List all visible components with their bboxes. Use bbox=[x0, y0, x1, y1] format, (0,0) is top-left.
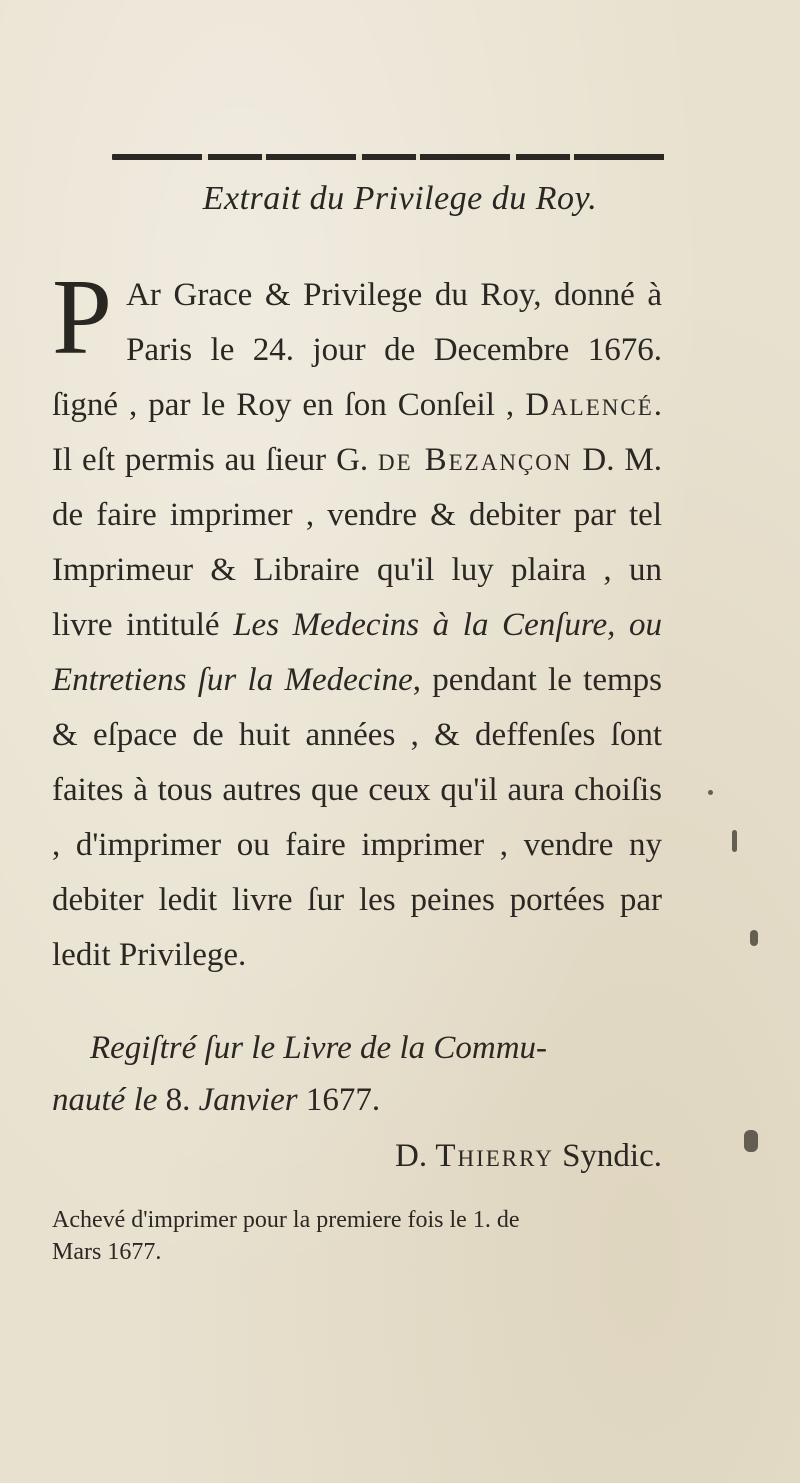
syndic-signature bbox=[52, 1130, 662, 1182]
registration-day: 8. bbox=[165, 1082, 199, 1118]
ink-speck bbox=[708, 790, 713, 795]
ink-speck bbox=[732, 830, 737, 852]
privilege-text-part-4: , pendant le temps & eſpace de huit années , & deffenſes ſont faites à tous autres que ceux qu'il aura choiſis , d'imprimer ou faire imprimer , vendre ny debiter ledit livre ſur les peines portées par ledit Privilege. bbox=[52, 662, 663, 973]
signature-suffix: Syndic. bbox=[553, 1138, 662, 1174]
registration-line-2-a: nauté le bbox=[52, 1082, 166, 1118]
registration-line-2 bbox=[52, 1074, 662, 1126]
registration-note bbox=[52, 1022, 662, 1126]
privilege-text-part-2: . Il eſt permis au ſieur G. bbox=[52, 387, 662, 478]
registration-line-1: Regiſtré ſur le Livre de la Commu- bbox=[90, 1030, 548, 1066]
ornamental-rule bbox=[112, 154, 668, 160]
privilege-text-part-1: Ar Grace & Privilege du Roy, donné à Paris le 24. jour de Decembre 1676. ſigné , par le Roy en ſon Conſeil , bbox=[52, 277, 662, 423]
page-heading: Extrait du Privilege du Roy. bbox=[202, 180, 598, 217]
registration-year: 1677. bbox=[297, 1082, 381, 1118]
privilege-text bbox=[52, 258, 663, 983]
completion-line-1: Achevé d'imprimer pour la premiere fois le 1. de bbox=[52, 1207, 520, 1233]
completion-line-2: Mars 1677. bbox=[52, 1239, 162, 1265]
book-title: Les Medecins à la Cenſure, ou Entretiens ſur la Medecine bbox=[52, 607, 663, 698]
privilege-text-part-3: D. M. de faire imprimer , vendre & debiter par tel Imprimeur & Libraire qu'il luy plaira , un livre intitulé bbox=[52, 442, 662, 643]
registration-month: Janvier bbox=[198, 1082, 298, 1118]
author-bezancon: de Bezançon bbox=[378, 442, 573, 478]
printing-completion-note bbox=[52, 1204, 672, 1268]
signature-name: Thierry bbox=[435, 1138, 554, 1174]
ink-speck bbox=[750, 930, 758, 946]
ink-speck bbox=[744, 1130, 758, 1152]
signatory-dalence: Dalencé bbox=[525, 387, 654, 423]
signature-prefix: D. bbox=[394, 1138, 436, 1174]
drop-cap: P bbox=[52, 258, 113, 377]
